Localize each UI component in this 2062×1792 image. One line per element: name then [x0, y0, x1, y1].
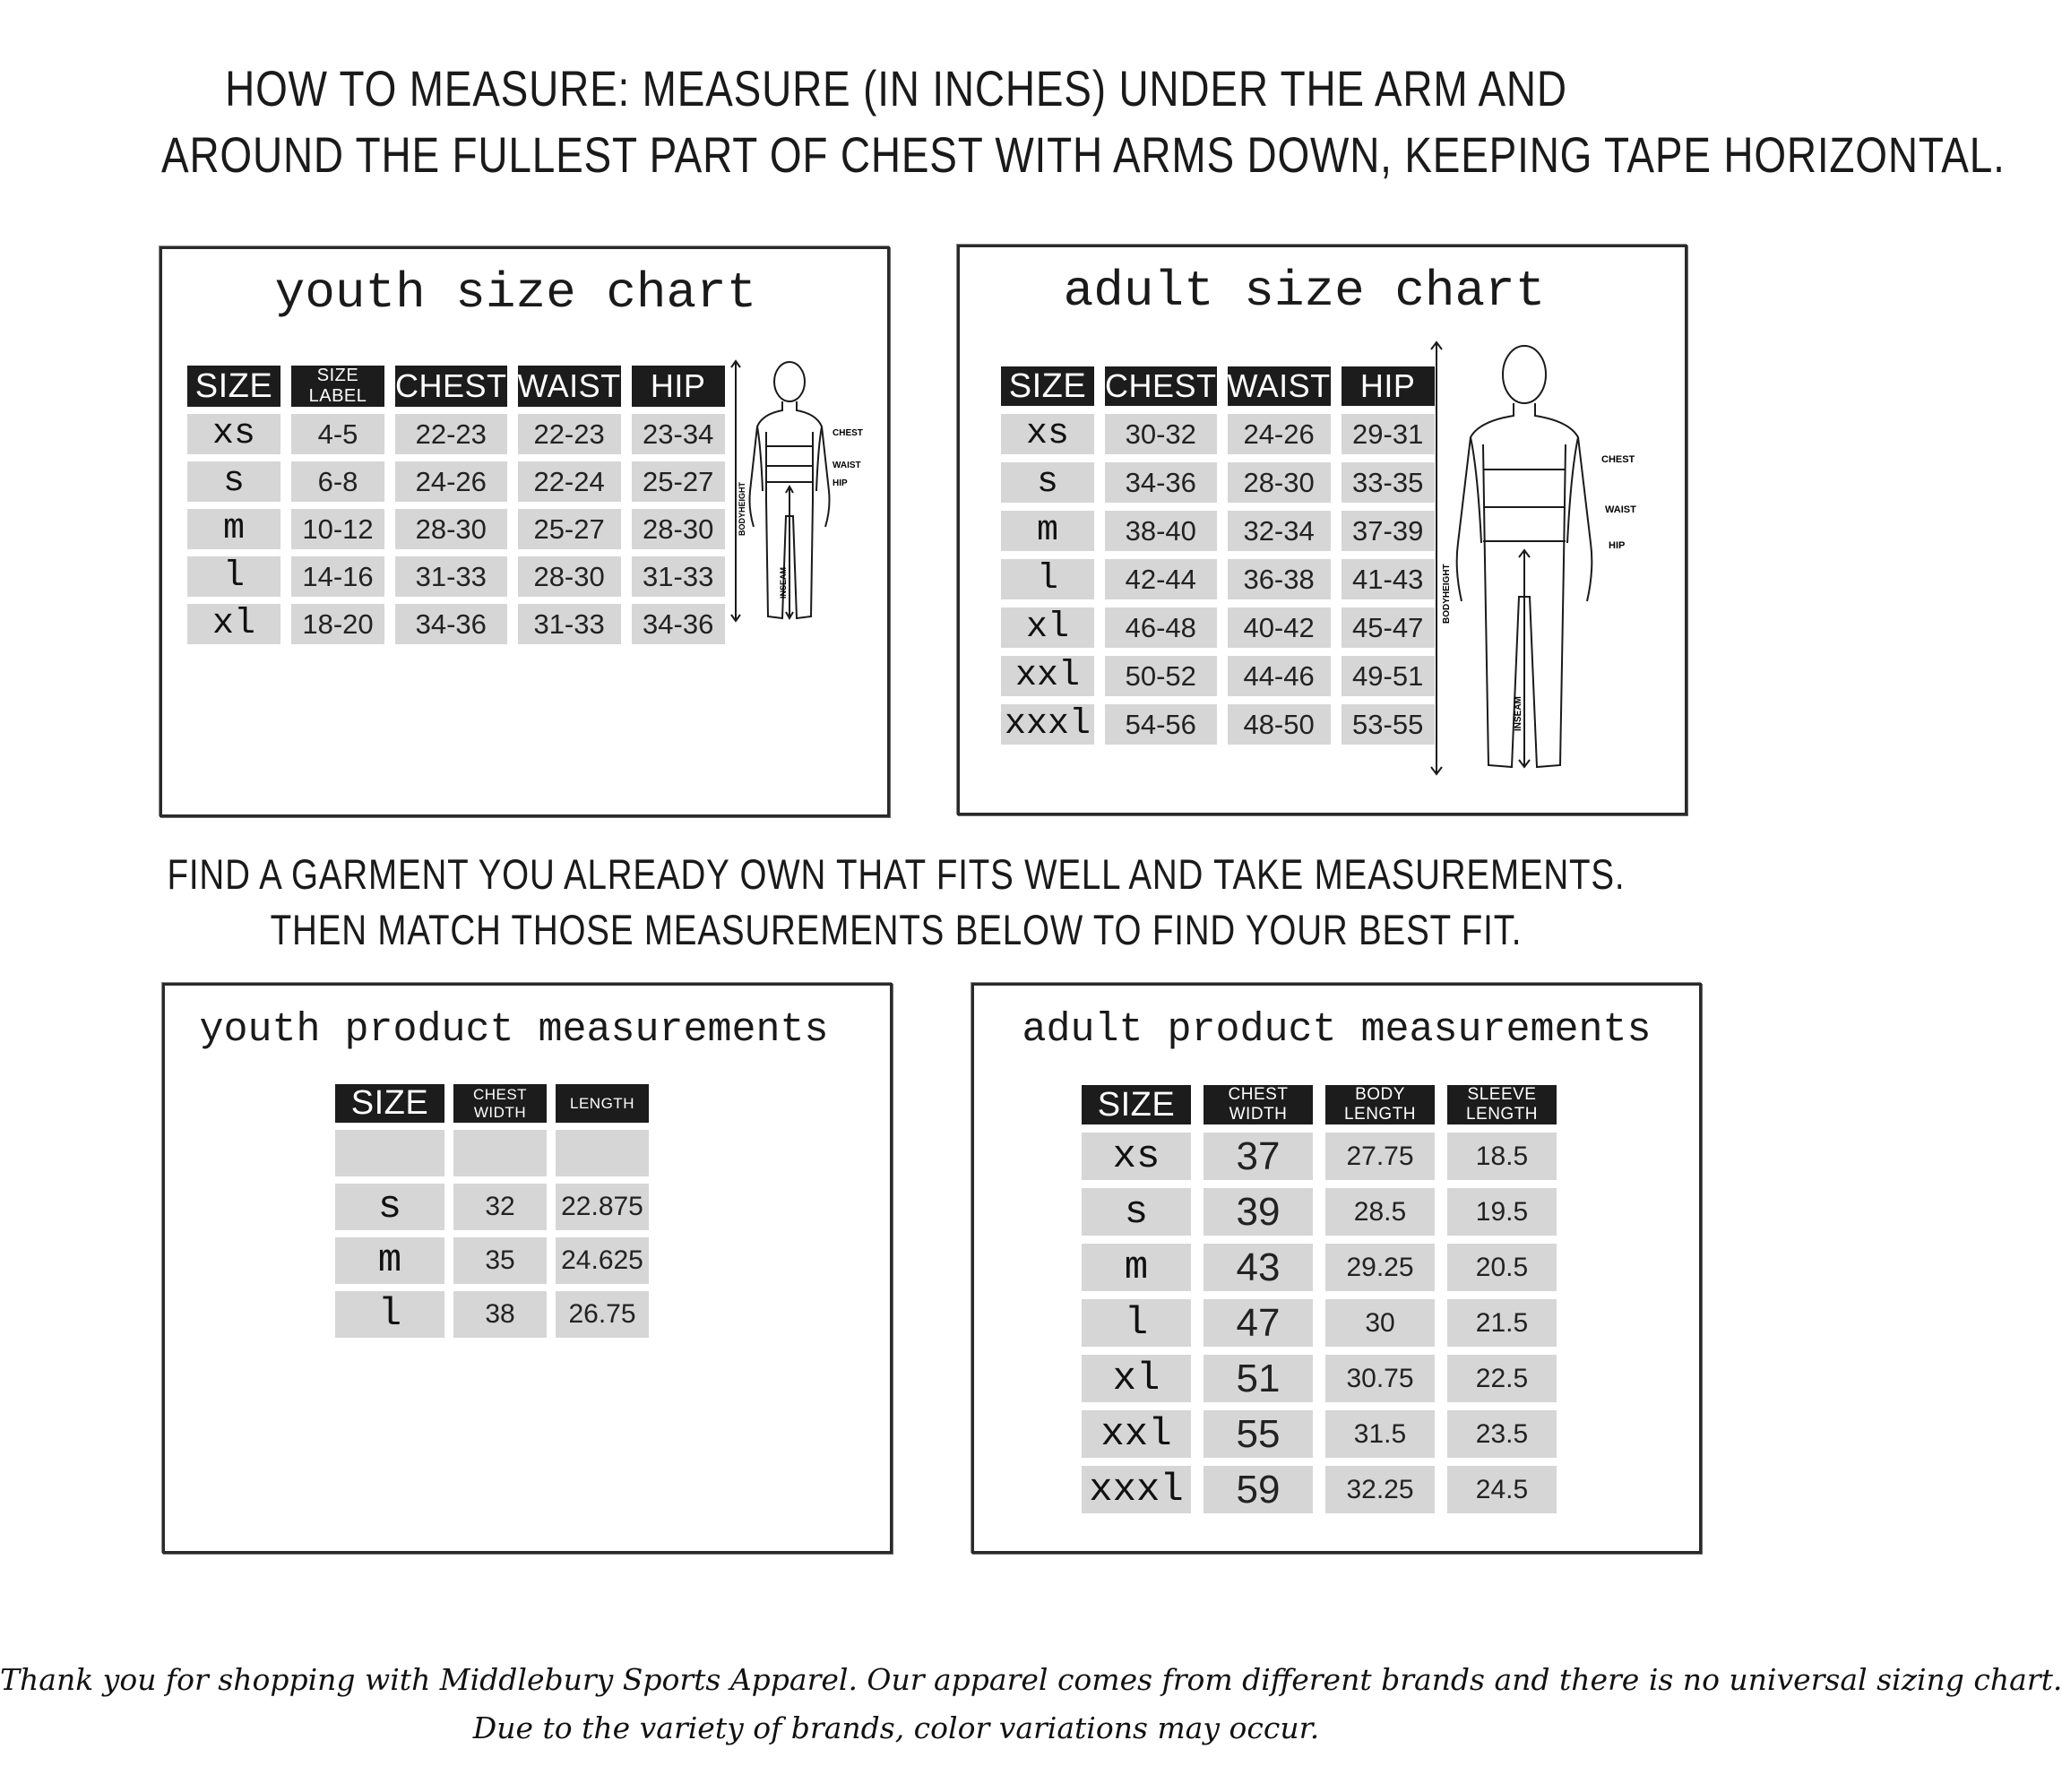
value-cell: 32 [453, 1184, 547, 1230]
column-header-waist: WAIST [1227, 367, 1331, 404]
value-cell: 34-36 [632, 604, 725, 644]
value-cell: 31-33 [395, 556, 507, 597]
table-row [187, 604, 725, 644]
table-row [1001, 704, 1435, 745]
table-row [187, 556, 725, 597]
size-cell: l [187, 556, 280, 597]
value-cell: 22.875 [556, 1184, 649, 1230]
value-cell [556, 1130, 649, 1176]
adult-size-chart-title: adult size chart [1063, 263, 1546, 320]
value-cell: 37-39 [1342, 511, 1435, 551]
size-cell: s [335, 1184, 444, 1230]
table-row [335, 1184, 649, 1230]
youth-waist-label: WAIST [833, 461, 861, 470]
value-cell: 28-30 [1228, 462, 1331, 503]
youth-hip-label: HIP [833, 478, 848, 488]
value-cell: 32.25 [1325, 1466, 1435, 1513]
garment-instructions [161, 847, 1631, 958]
column-header-body-length: BODY LENGTH [1325, 1085, 1435, 1124]
value-cell: 4-5 [291, 414, 384, 454]
value-cell: 49-51 [1342, 656, 1435, 696]
garment-instruction-line-2: THEN MATCH THOSE MEASUREMENTS BELOW TO FIND YOUR BEST FIT. [270, 906, 1523, 953]
table-row [1001, 414, 1435, 454]
value-cell: 54-56 [1105, 704, 1217, 745]
value-cell: 22-24 [518, 461, 621, 502]
size-cell: xl [1001, 607, 1094, 648]
value-cell: 27.75 [1325, 1133, 1435, 1180]
table-row [335, 1237, 649, 1284]
size-cell: m [187, 509, 280, 549]
value-cell: 51 [1204, 1355, 1313, 1402]
table-row [1082, 1466, 1557, 1513]
value-cell: 36-38 [1228, 559, 1331, 599]
column-header-chest: CHEST [395, 366, 507, 407]
value-cell: 29-31 [1342, 414, 1435, 454]
adult-product-measurements-panel [971, 983, 1702, 1554]
value-cell: 46-48 [1105, 607, 1217, 648]
value-cell: 33-35 [1342, 462, 1435, 503]
measuring-instructions [161, 56, 2006, 188]
size-cell: xs [187, 414, 280, 454]
size-cell: xs [1001, 414, 1094, 454]
value-cell: 24.625 [556, 1237, 649, 1284]
adult-product-measurements-title: adult product measurements [1022, 1007, 1652, 1053]
table-row [1082, 1133, 1557, 1180]
value-cell: 29.25 [1325, 1244, 1435, 1291]
table-row [1082, 1244, 1557, 1291]
size-cell: l [1001, 559, 1094, 599]
size-cell: l [335, 1291, 444, 1338]
value-cell: 24-26 [1228, 414, 1331, 454]
size-cell: m [335, 1237, 444, 1284]
table-row [1082, 1299, 1557, 1347]
value-cell: 35 [453, 1237, 547, 1284]
table-row [187, 461, 725, 502]
table-row [1082, 1410, 1557, 1458]
value-cell: 6-8 [291, 461, 384, 502]
size-cell: l [1082, 1299, 1191, 1347]
thank-you-note [0, 1656, 2062, 1753]
column-header-size: SIZE [187, 366, 280, 407]
value-cell: 22-23 [518, 414, 621, 454]
table-row [1001, 511, 1435, 551]
table-header-row [335, 1084, 649, 1123]
instruction-line-2: AROUND THE FULLEST PART OF CHEST WITH ARMS DOWN, KEEPING TAPE HORIZONTAL. [161, 126, 2006, 183]
value-cell: 22.5 [1447, 1355, 1557, 1402]
size-cell: s [187, 461, 280, 502]
value-cell: 48-50 [1228, 704, 1331, 745]
value-cell: 38 [453, 1291, 547, 1338]
value-cell: 28-30 [395, 509, 507, 549]
column-header-waist: WAIST [518, 366, 621, 407]
instruction-line-1: HOW TO MEASURE: MEASURE (IN INCHES) UNDER THE ARM AND [225, 60, 1567, 116]
adult-waist-label: WAIST [1605, 504, 1636, 515]
value-cell: 22-23 [395, 414, 507, 454]
youth-size-table [177, 358, 736, 651]
adult-bodyheight-label: BODYHEIGHT [1442, 564, 1452, 624]
thank-you-line-1: Thank you for shopping with Middlebury Sports Apparel. Our apparel comes from different brands and there is no universal sizing chart. [0, 1662, 2062, 1697]
value-cell: 23-34 [632, 414, 725, 454]
value-cell: 42-44 [1105, 559, 1217, 599]
adult-body-figure-icon [1426, 337, 1641, 785]
value-cell: 53-55 [1342, 704, 1435, 745]
column-header-hip: HIP [632, 366, 725, 407]
value-cell: 31-33 [518, 604, 621, 644]
value-cell: 18-20 [291, 604, 384, 644]
table-row [1082, 1355, 1557, 1402]
value-cell: 43 [1204, 1244, 1313, 1291]
value-cell: 37 [1204, 1133, 1313, 1180]
adult-hip-label: HIP [1609, 540, 1626, 551]
table-header-row [1001, 366, 1435, 406]
youth-size-chart-title: youth size chart [274, 264, 757, 322]
size-cell: xxl [1001, 656, 1094, 696]
value-cell: 34-36 [395, 604, 507, 644]
garment-instruction-line-1: FIND A GARMENT YOU ALREADY OWN THAT FITS WELL AND TAKE MEASUREMENTS. [167, 850, 1626, 898]
column-header-hip: HIP [1342, 366, 1435, 406]
table-row [187, 509, 725, 549]
value-cell: 55 [1204, 1410, 1313, 1458]
size-cell: xxxl [1082, 1466, 1191, 1513]
youth-bodyheight-label: BODYHEIGHT [738, 481, 746, 536]
value-cell: 59 [1204, 1466, 1313, 1513]
column-header-chest-width: CHEST WIDTH [453, 1084, 547, 1123]
value-cell: 34-36 [1105, 462, 1217, 503]
table-header-row [187, 366, 725, 407]
table-row [1082, 1188, 1557, 1236]
size-cell: m [1082, 1244, 1191, 1291]
value-cell: 23.5 [1447, 1410, 1557, 1458]
size-cell: m [1001, 511, 1094, 551]
youth-inseam-label: INSEAM [779, 566, 788, 599]
youth-chest-label: CHEST [833, 428, 863, 438]
youth-size-chart-panel [160, 246, 890, 817]
value-cell: 50-52 [1105, 656, 1217, 696]
value-cell: 14-16 [291, 556, 384, 597]
adult-chest-label: CHEST [1601, 454, 1635, 465]
value-cell: 25-27 [518, 509, 621, 549]
value-cell: 47 [1204, 1299, 1313, 1347]
youth-product-measurements-panel [162, 983, 893, 1554]
value-cell: 32-34 [1228, 511, 1331, 551]
value-cell: 41-43 [1342, 559, 1435, 599]
adult-product-table [1069, 1077, 1569, 1521]
value-cell: 19.5 [1447, 1188, 1557, 1236]
adult-inseam-label: INSEAM [1514, 696, 1523, 731]
adult-size-table [990, 358, 1445, 753]
column-header-size: SIZE [1082, 1085, 1191, 1124]
value-cell: 31.5 [1325, 1410, 1435, 1458]
value-cell: 21.5 [1447, 1299, 1557, 1347]
value-cell: 30.75 [1325, 1355, 1435, 1402]
youth-body-figure-icon [727, 357, 879, 634]
column-header-size: SIZE [335, 1084, 444, 1123]
table-header-row [1082, 1085, 1557, 1124]
value-cell: 28.5 [1325, 1188, 1435, 1236]
table-row [1001, 559, 1435, 599]
value-cell: 45-47 [1342, 607, 1435, 648]
value-cell: 30-32 [1105, 414, 1217, 454]
value-cell: 24.5 [1447, 1466, 1557, 1513]
value-cell: 28-30 [518, 556, 621, 597]
value-cell: 25-27 [632, 461, 725, 502]
value-cell: 44-46 [1228, 656, 1331, 696]
size-cell: xl [187, 604, 280, 644]
value-cell: 30 [1325, 1299, 1435, 1347]
column-header-length: LENGTH [556, 1084, 649, 1123]
table-row [1001, 656, 1435, 696]
value-cell: 20.5 [1447, 1244, 1557, 1291]
size-cell: xxl [1082, 1410, 1191, 1458]
adult-size-chart-panel [957, 245, 1687, 815]
table-row [335, 1130, 649, 1176]
size-cell: xl [1082, 1355, 1191, 1402]
column-header-size: SIZE [1001, 366, 1094, 406]
size-cell: xxxl [1001, 704, 1094, 745]
value-cell: 10-12 [291, 509, 384, 549]
table-row [1001, 607, 1435, 648]
value-cell: 38-40 [1105, 511, 1217, 551]
size-cell: s [1082, 1188, 1191, 1236]
value-cell [453, 1130, 547, 1176]
size-cell: xs [1082, 1133, 1191, 1180]
table-row [1001, 462, 1435, 503]
size-cell [335, 1130, 444, 1176]
value-cell: 40-42 [1228, 607, 1331, 648]
column-header-chest: CHEST [1105, 367, 1217, 404]
table-row [187, 414, 725, 454]
youth-product-measurements-title: youth product measurements [199, 1007, 829, 1053]
value-cell: 26.75 [556, 1291, 649, 1338]
thank-you-line-2: Due to the variety of brands, color variations may occur. [472, 1710, 1320, 1745]
size-cell: s [1001, 462, 1094, 503]
value-cell: 31-33 [632, 556, 725, 597]
table-row [335, 1291, 649, 1338]
column-header-size-label: SIZE LABEL [291, 366, 384, 407]
value-cell: 24-26 [395, 461, 507, 502]
value-cell: 18.5 [1447, 1133, 1557, 1180]
youth-product-table [326, 1077, 658, 1345]
column-header-chest-width: CHEST WIDTH [1204, 1085, 1313, 1124]
column-header-sleeve-length: SLEEVE LENGTH [1447, 1085, 1557, 1124]
value-cell: 39 [1204, 1188, 1313, 1236]
value-cell: 28-30 [632, 509, 725, 549]
